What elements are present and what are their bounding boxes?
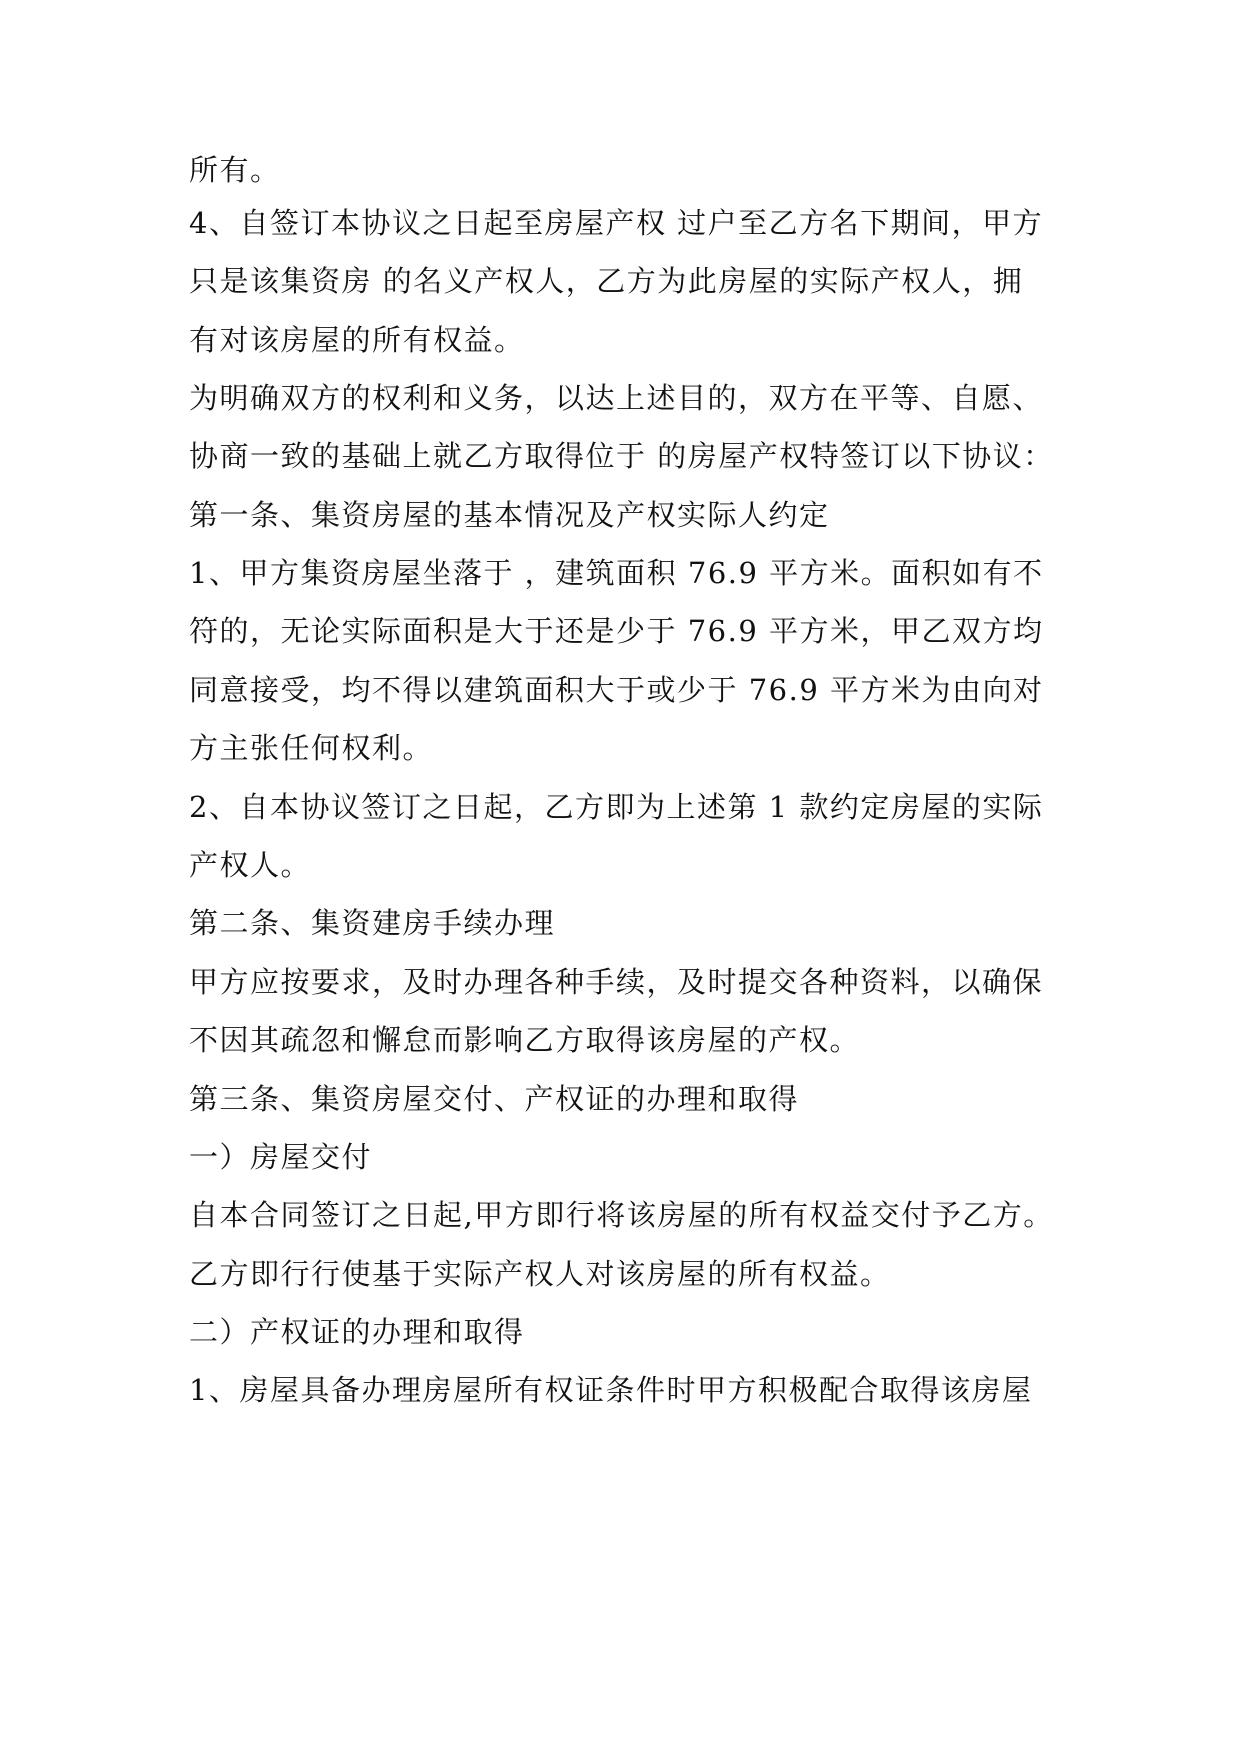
text-line: 1、甲方集资房屋坐落于 ，建筑面积 76.9 平方米。面积如有不 (189, 556, 1044, 590)
text-line: 4、自签订本协议之日起至房屋产权 过户至乙方名下期间，甲方 (189, 206, 1044, 240)
text-line: 甲方应按要求，及时办理各种手续，及时提交各种资料，以确保 (189, 965, 1044, 999)
section-heading: 第一条、集资房屋的基本情况及产权实际人约定 (189, 498, 830, 532)
text-line: 2、自本协议签订之日起，乙方即为上述第 1 款约定房屋的实际 (189, 790, 1044, 824)
subsection-heading: 二）产权证的办理和取得 (189, 1315, 525, 1349)
text-line: 协商一致的基础上就乙方取得位于 的房屋产权特签订以下协议： (189, 439, 1054, 473)
text-line: 同意接受，均不得以建筑面积大于或少于 76.9 平方米为由向对 (189, 673, 1044, 707)
text-line: 只是该集资房 的名义产权人，乙方为此房屋的实际产权人，拥 (189, 264, 1024, 298)
text-line: 方主张任何权利。 (189, 731, 434, 765)
text-line: 有对该房屋的所有权益。 (189, 323, 525, 357)
text-line: 符的，无论实际面积是大于还是少于 76.9 平方米，甲乙双方均 (189, 614, 1044, 648)
subsection-heading: 一）房屋交付 (189, 1140, 373, 1174)
text-line: 为明确双方的权利和义务，以达上述目的，双方在平等、自愿、 (189, 381, 1044, 415)
text-line: 不因其疏忽和懈怠而影响乙方取得该房屋的产权。 (189, 1023, 861, 1057)
text-line: 产权人。 (189, 848, 312, 882)
text-line: 自本合同签订之日起,甲方即行将该房屋的所有权益交付予乙方。 (189, 1198, 1054, 1232)
section-heading: 第二条、集资建房手续办理 (189, 906, 556, 940)
text-line: 所有。 (189, 153, 281, 187)
section-heading: 第三条、集资房屋交付、产权证的办理和取得 (189, 1082, 800, 1116)
text-line: 乙方即行行使基于实际产权人对该房屋的所有权益。 (189, 1257, 891, 1291)
text-line: 1、房屋具备办理房屋所有权证条件时甲方积极配合取得该房屋 (189, 1373, 1033, 1407)
